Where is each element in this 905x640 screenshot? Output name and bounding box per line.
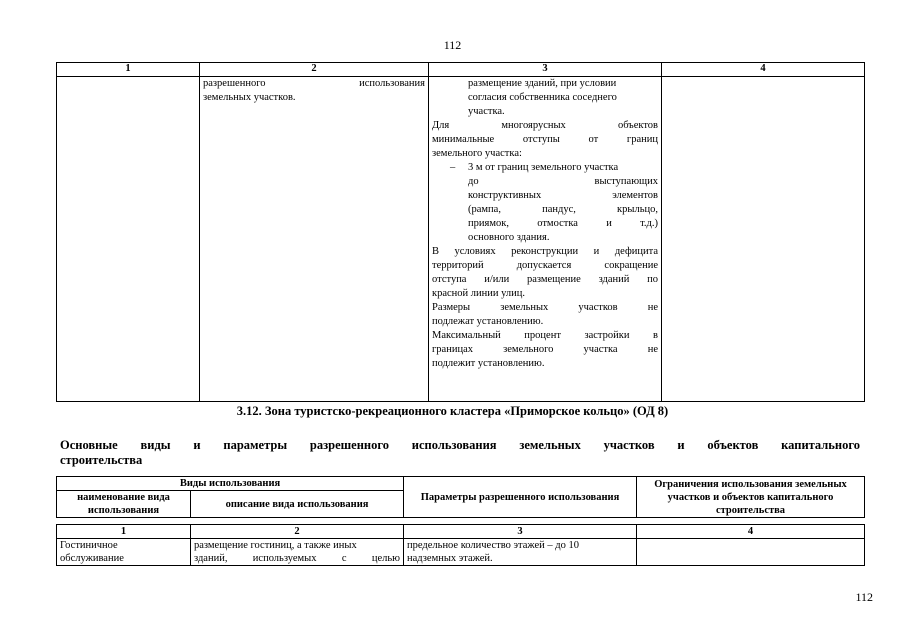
table-caption xyxy=(60,438,860,468)
text-line: размещение гостиниц, а также иных xyxy=(194,540,357,551)
text-line: Для многоярусных объектов xyxy=(432,120,658,131)
caption-line: Основные виды и параметры разрешенного использования земельных участков и объектов капитального xyxy=(60,438,860,452)
col-header-restrictions: Ограничения использования земельных участков и объектов капитального строительства xyxy=(637,477,865,518)
text-line: согласия собственника соседнего xyxy=(468,92,617,103)
col-number-4: 4 xyxy=(637,525,865,539)
col-header-2: 2 xyxy=(200,63,429,77)
text-line: минимальные отступы от границ xyxy=(432,134,658,145)
section-title: 3.12. Зона туристско-рекреационного кластера «Приморское кольцо» (ОД 8) xyxy=(236,404,669,418)
text-line: участка. xyxy=(468,106,505,117)
text-line: земельных участков. xyxy=(203,92,296,103)
text-line: границах земельного участка не xyxy=(432,344,658,355)
text-line: до выступающих xyxy=(468,176,658,187)
list-item xyxy=(432,161,658,175)
cell-restrictions xyxy=(637,539,865,566)
spacer-cell xyxy=(404,518,637,525)
cell-parameters xyxy=(404,539,637,566)
spacer-cell xyxy=(191,518,404,525)
col-header-4: 4 xyxy=(662,63,865,77)
col-number-2: 2 xyxy=(191,525,404,539)
text-line: размещение зданий, при условии xyxy=(468,78,617,89)
text-line: (рампа, пандус, крыльцо, xyxy=(468,204,658,215)
spacer-cell xyxy=(637,518,865,525)
dash-bullet: – xyxy=(450,162,456,173)
caption-line: строительства xyxy=(60,453,143,467)
continuation-table xyxy=(56,62,865,402)
text-line: Гостиничное xyxy=(60,540,118,551)
text-line: Размеры земельных участков не xyxy=(432,302,658,313)
text-line: территорий допускается сокращение xyxy=(432,260,658,271)
text-line: В условиях реконструкции и дефицита xyxy=(432,246,658,257)
cell-name xyxy=(57,539,191,566)
text-line: обслуживание xyxy=(60,553,124,564)
number-row xyxy=(57,525,865,539)
cell-parameters xyxy=(429,77,662,402)
text-line: земельного участка: xyxy=(432,148,522,159)
spacer-cell xyxy=(57,518,191,525)
col-header-3: 3 xyxy=(429,63,662,77)
col-number-1: 1 xyxy=(57,525,191,539)
col-header-name: наименование вида использования xyxy=(57,491,191,518)
cell-description xyxy=(191,539,404,566)
cell-description xyxy=(200,77,429,402)
col-number-3: 3 xyxy=(404,525,637,539)
header-row xyxy=(57,63,865,77)
text-line: Максимальный процент застройки в xyxy=(432,330,658,341)
text-line: подлежат установлению. xyxy=(432,316,544,327)
cell-restrictions xyxy=(662,77,865,402)
text-line: 3 м от границ земельного участка xyxy=(468,162,619,173)
cell-name xyxy=(57,77,200,402)
text-line: зданий, используемых с целью xyxy=(194,553,401,564)
header-row xyxy=(57,477,865,491)
text-line: отступа и/или размещение зданий по xyxy=(432,274,658,285)
page-number-bottom: 112 xyxy=(855,590,873,604)
text-line: конструктивных элементов xyxy=(468,190,658,201)
text-line: красной линии улиц. xyxy=(432,288,526,299)
page-number-top: 112 xyxy=(443,38,462,52)
col-header-1: 1 xyxy=(57,63,200,77)
text-line: приямок, отмостка и т.д.) xyxy=(468,218,658,229)
text-line: надземных этажей. xyxy=(407,553,493,564)
table-row xyxy=(57,539,865,566)
text-line: разрешенного использования xyxy=(203,78,425,89)
col-header-description: описание вида использования xyxy=(191,491,404,518)
text-line: подлежит установлению. xyxy=(432,358,545,369)
col-header-parameters: Параметры разрешенного использования xyxy=(404,477,637,518)
spacer-row xyxy=(57,518,865,525)
table-row xyxy=(57,77,865,402)
text-line: основного здания. xyxy=(468,232,550,243)
group-header: Виды использования xyxy=(57,477,404,491)
zone-usage-table xyxy=(56,476,865,566)
text-line: предельное количество этажей – до 10 xyxy=(407,540,579,551)
